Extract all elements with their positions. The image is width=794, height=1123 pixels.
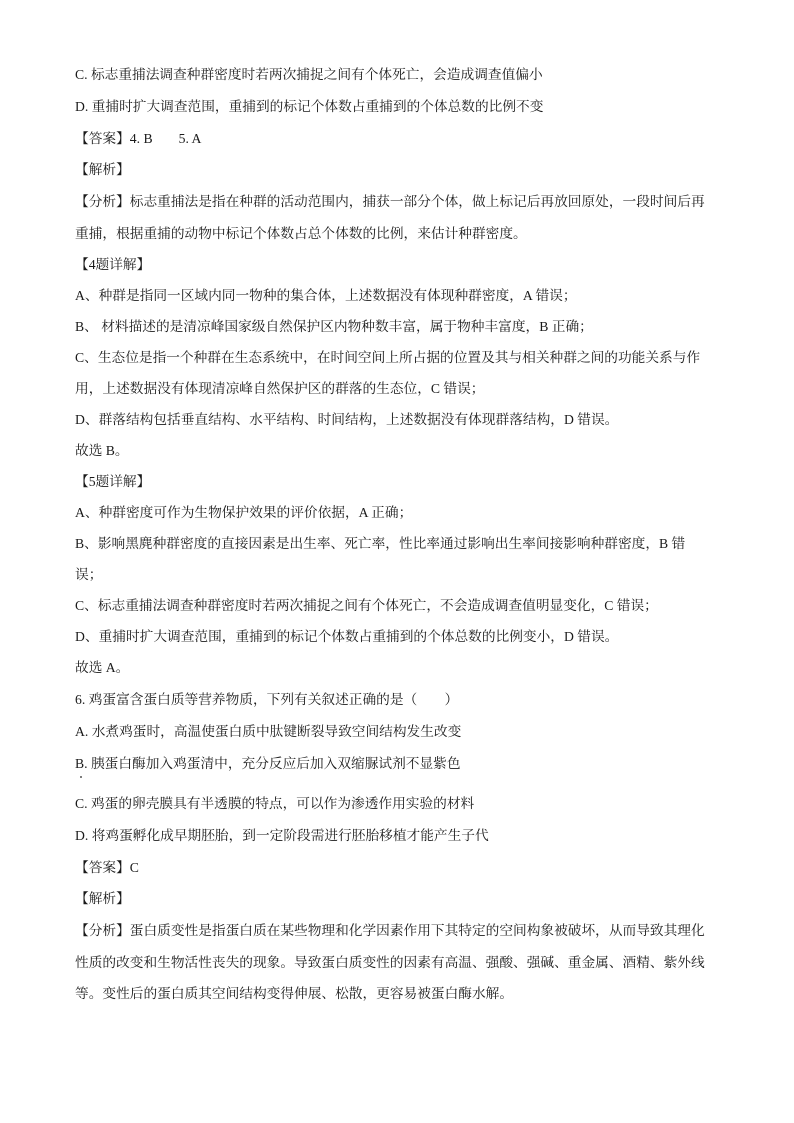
detail-4-line: A、种群是指同一区域内同一物种的集合体，上述数据没有体现种群密度，A 错误；	[75, 288, 577, 303]
analysis-6-label: 【解析】	[75, 891, 130, 906]
detail-4-conclusion: 故选 B。	[75, 443, 129, 458]
prev-option-d: D. 重捕时扩大调查范围，重捕到的标记个体数占重捕到的个体总数的比例不变	[75, 99, 544, 114]
analysis-6-intro-line: 性质的改变和生物活性丧失的现象。导致蛋白质变性的因素有高温、强酸、强碱、重金属、酒精、紫外线	[75, 955, 705, 970]
detail-4-line: B、 材料描述的是清凉峰国家级自然保护区内物种数丰富，属于物种丰富度，B 正确；	[75, 319, 593, 334]
question-6-option-d: D. 将鸡蛋孵化成早期胚胎，到一定阶段需进行胚胎移植才能产生子代	[75, 828, 489, 843]
stray-dot	[80, 776, 82, 778]
analysis-intro-line: 重捕，根据重捕的动物中标记个体数占总个体数的比例，来估计种群密度。	[75, 226, 527, 241]
question-6-option-b: B. 胰蛋白酶加入鸡蛋清中，充分反应后加入双缩脲试剂不显紫色	[75, 756, 461, 771]
detail-5-line: 误；	[75, 567, 103, 582]
detail-5-line: A、种群密度可作为生物保护效果的评价依据，A 正确；	[75, 505, 413, 520]
detail-5-conclusion: 故选 A。	[75, 660, 130, 675]
answer-q4: 4. B	[129, 131, 153, 146]
answer-label: 【答案】	[75, 131, 130, 146]
detail-5-line: B、影响黑麂种群密度的直接因素是出生率、死亡率，性比率通过影响出生率间接影响种群密度，B 错	[75, 536, 686, 551]
detail-4-heading: 【4题详解】	[75, 257, 151, 272]
answer-label: 【答案】	[75, 860, 130, 875]
answer-q5: 5. A	[178, 131, 202, 146]
answer-value: C	[129, 860, 139, 875]
question-6-option-a: A. 水煮鸡蛋时，高温使蛋白质中肽键断裂导致空间结构发生改变	[75, 724, 462, 739]
analysis-6-intro-line: 【分析】蛋白质变性是指蛋白质在某些物理和化学因素作用下其特定的空间构象被破坏，从而导致其理化	[75, 923, 705, 938]
analysis-intro-line: 【分析】标志重捕法是指在种群的活动范围内，捕获一部分个体，做上标记后再放回原处，一段时间后再	[75, 194, 705, 209]
question-6-stem: 6. 鸡蛋富含蛋白质等营养物质，下列有关叙述正确的是（ ）	[75, 692, 459, 707]
detail-4-line: 用，上述数据没有体现清凉峰自然保护区的群落的生态位，C 错误；	[75, 381, 485, 396]
detail-4-line: D、群落结构包括垂直结构、水平结构、时间结构，上述数据没有体现群落结构，D 错误。	[75, 412, 619, 427]
detail-5-line: D、重捕时扩大调查范围，重捕到的标记个体数占重捕到的个体总数的比例变小，D 错误。	[75, 629, 619, 644]
prev-option-c: C. 标志重捕法调查种群密度时若两次捕捉之间有个体死亡，会造成调查值偏小	[75, 67, 543, 82]
answer-6	[75, 858, 139, 878]
answer-4-5	[75, 129, 201, 149]
analysis-label: 【解析】	[75, 162, 130, 177]
analysis-6-intro-line: 等。变性后的蛋白质其空间结构变得伸展、松散，更容易被蛋白酶水解。	[75, 986, 514, 1001]
detail-5-heading: 【5题详解】	[75, 474, 151, 489]
question-6-option-c: C. 鸡蛋的卵壳膜具有半透膜的特点，可以作为渗透作用实验的材料	[75, 796, 475, 811]
detail-5-line: C、标志重捕法调查种群密度时若两次捕捉之间有个体死亡，不会造成调查值明显变化，C 错误；	[75, 598, 658, 613]
detail-4-line: C、生态位是指一个种群在生态系统中，在时间空间上所占据的位置及其与相关种群之间的功能关系与作	[75, 350, 701, 365]
